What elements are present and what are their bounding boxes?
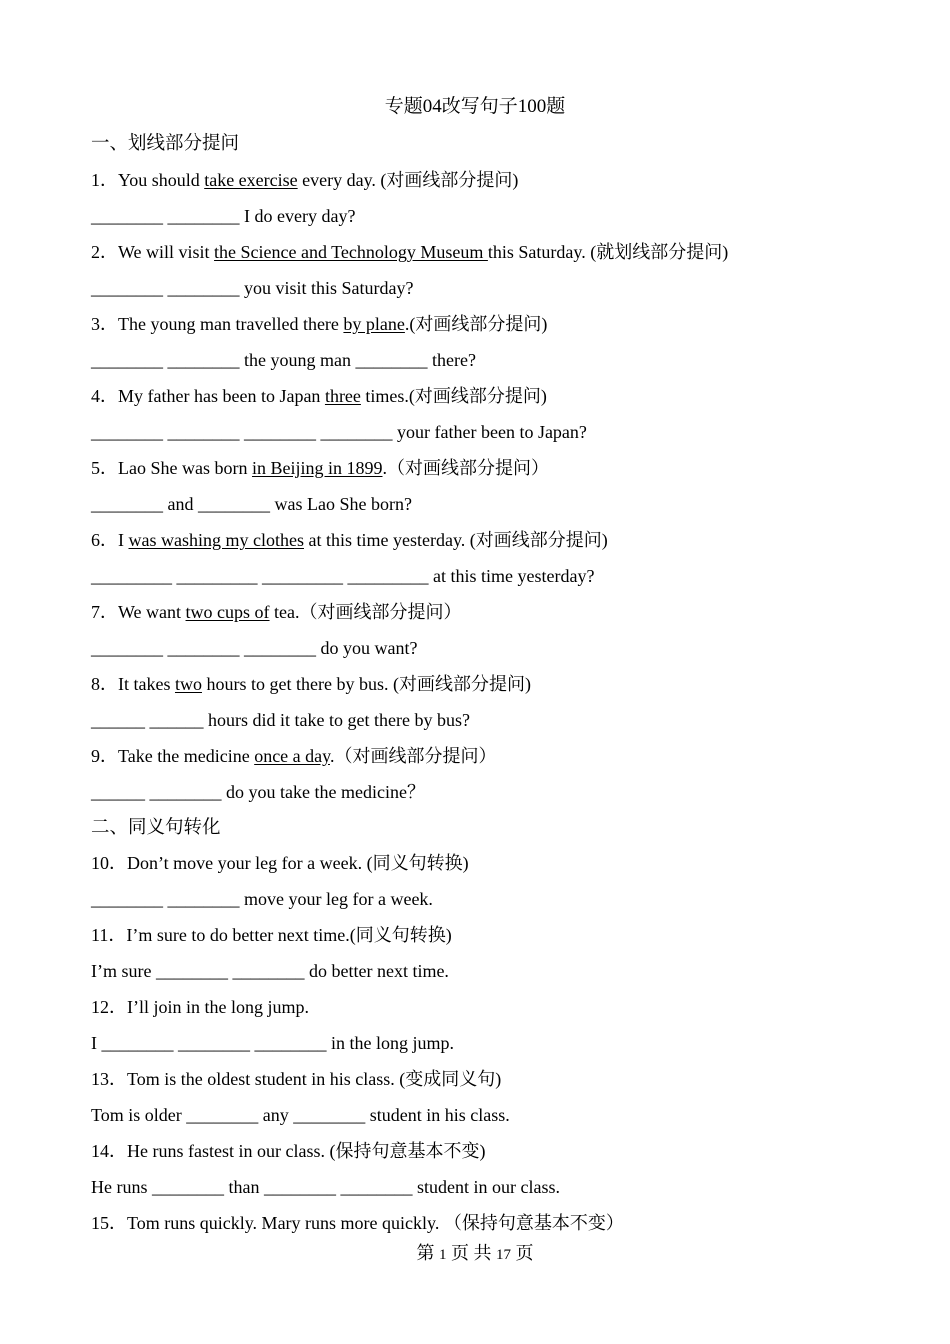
answer-line-3: ________ ________ the young man ________ there? [91,350,476,370]
underlined-phrase: was washing my clothes [128,530,304,550]
answer-line-12: I ________ ________ ________ in the long jump. [91,1033,454,1053]
page-title: 专题04改写句子100题 [384,96,566,117]
total-page-count: 17 [496,1247,511,1263]
question-8: 8．It takes two hours to get there by bus. (对画线部分提问) [91,674,531,694]
question-13: 13．Tom is the oldest student in his class. (变成同义句) [91,1069,502,1089]
answer-line-8: ______ ______ hours did it take to get there by bus? [91,710,470,730]
underlined-phrase: the Science and Technology Museum [214,242,488,262]
underlined-phrase: in Beijing in 1899 [251,458,383,478]
underlined-phrase: three [324,386,361,406]
section-heading-2: 二、同义句转化 [91,818,221,838]
answer-line-1: ________ ________ I do every day? [91,206,356,226]
underlined-phrase: two [174,674,202,694]
underlined-phrase: two cups of [185,602,270,622]
question-1: 1．You should take exercise every day. (对画线部分提问) [91,170,519,190]
answer-line-13: Tom is older ________ any ________ student in his class. [91,1105,510,1125]
underlined-phrase: once a day [254,746,330,766]
question-9: 9．Take the medicine once a day.（对画线部分提问） [91,746,497,766]
page-footer: 第 1 页 共 17 页 [416,1243,534,1263]
answer-line-6: _________ _________ _________ _________ at this time yesterday? [91,566,595,586]
section-heading-1: 一、划线部分提问 [91,134,240,154]
answer-line-9: ______ ________ do you take the medicine？ [91,782,425,802]
answer-line-4: ________ ________ ________ ________ your father been to Japan? [91,422,587,442]
answer-line-10: ________ ________ move your leg for a week. [91,889,433,909]
answer-line-2: ________ ________ you visit this Saturday? [91,278,414,298]
underlined-phrase: by plane [343,314,405,334]
question-12: 12．I’ll join in the long jump. [91,997,309,1017]
question-14: 14．He runs fastest in our class. (保持句意基本不变) [91,1141,486,1161]
question-7: 7．We want two cups of tea.（对画线部分提问） [91,602,462,622]
question-2: 2．We will visit the Science and Technology Museum this Saturday. (就划线部分提问) [91,242,729,262]
answer-line-14: He runs ________ than ________ ________ student in our class. [91,1177,560,1197]
question-10: 10．Don’t move your leg for a week. (同义句转换) [91,853,469,873]
question-3: 3．The young man travelled there by plane.(对画线部分提问) [91,314,548,334]
question-15: 15．Tom runs quickly. Mary runs more quickly. （保持句意基本不变） [91,1213,624,1233]
underlined-phrase: take exercise [204,170,298,190]
question-5: 5．Lao She was born in Beijing in 1899.（对画线部分提问） [91,458,549,478]
answer-line-11: I’m sure ________ ________ do better next time. [91,961,449,981]
current-page-number: 1 [439,1247,447,1263]
answer-line-5: ________ and ________ was Lao She born? [91,494,412,514]
answer-line-7: ________ ________ ________ do you want? [91,638,418,658]
question-11: 11．I’m sure to do better next time.(同义句转换) [91,925,452,945]
question-6: 6．I was washing my clothes at this time yesterday. (对画线部分提问) [91,530,608,550]
question-4: 4．My father has been to Japan three times.(对画线部分提问) [91,386,547,406]
